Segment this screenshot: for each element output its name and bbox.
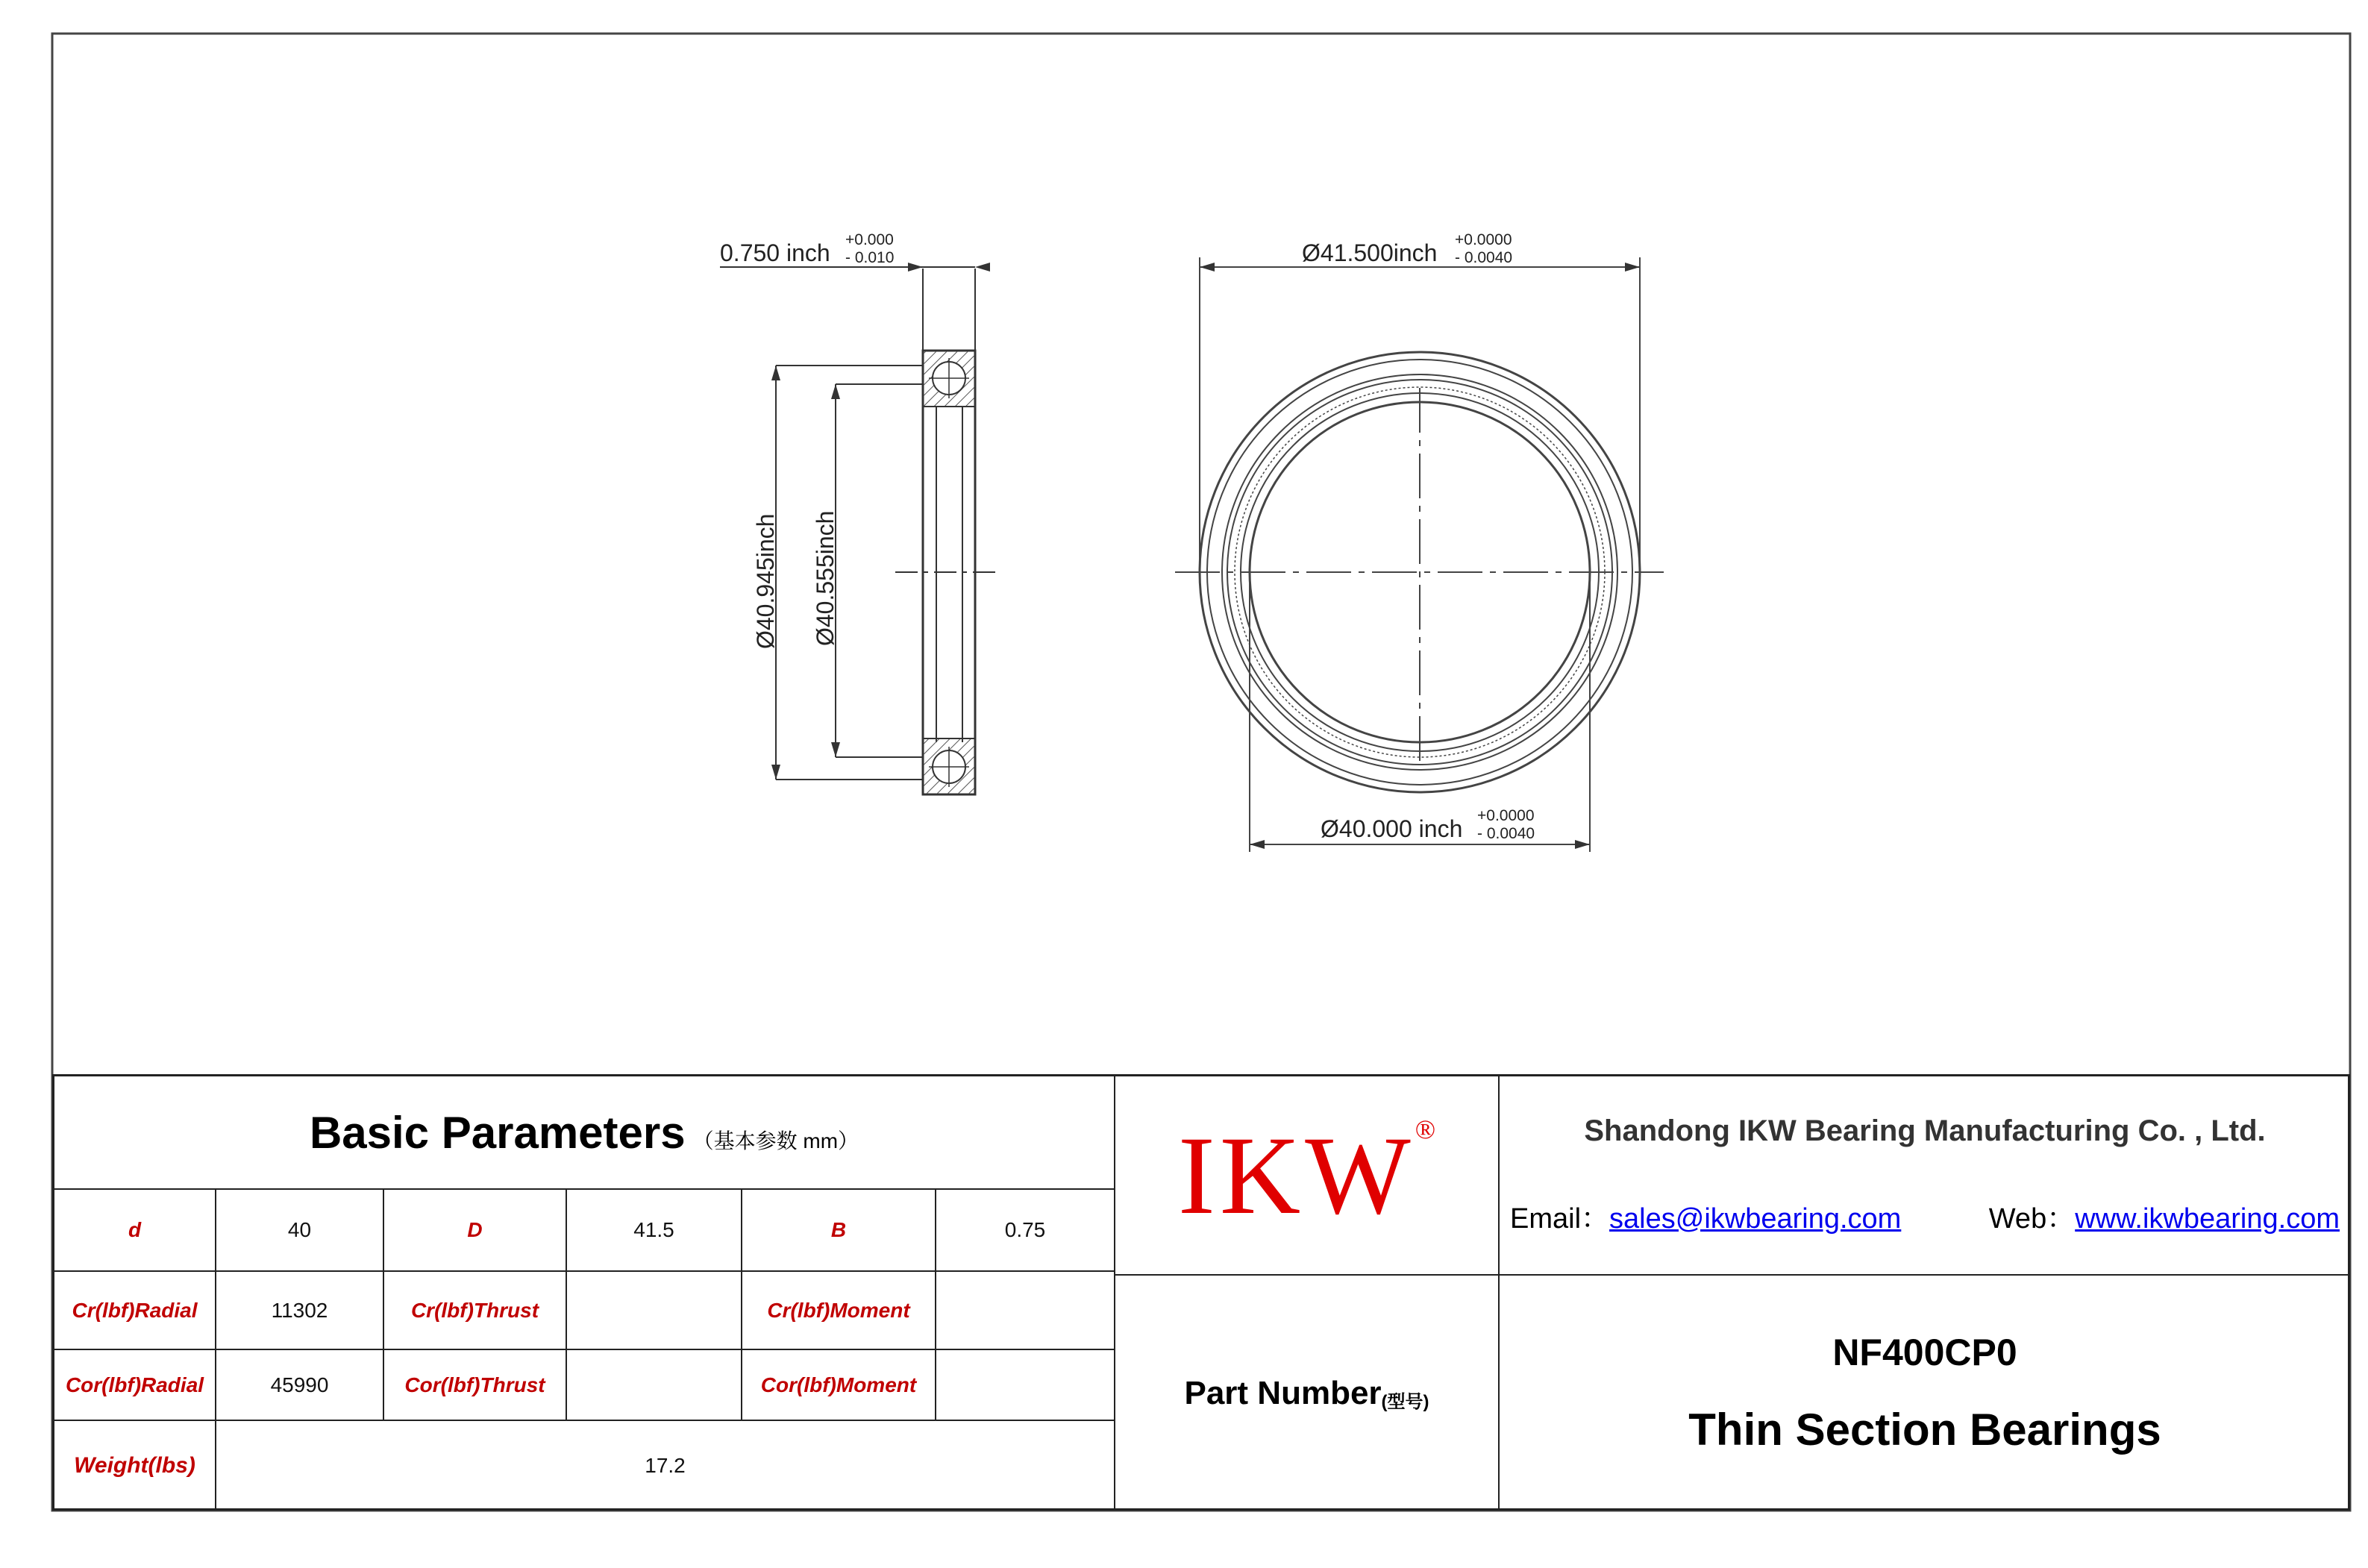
company-name: Shandong IKW Bearing Manufacturing Co. , Ltd. [1584, 1114, 2266, 1148]
width-dim-tol-upper: +0.000 [845, 231, 894, 248]
parameter-table [52, 1074, 2350, 1511]
d-label: d [54, 1188, 215, 1270]
cr-moment-label: Cr(lbf)Moment [741, 1270, 935, 1349]
cor-moment-label: Cor(lbf)Moment [741, 1349, 935, 1420]
B-value: 0.75 [935, 1188, 1114, 1270]
outer-diameter-tol-upper: +0.0000 [1455, 231, 1512, 248]
width-dim-tol-lower: - 0.010 [845, 249, 895, 266]
cor-thrust-label: Cor(lbf)Thrust [383, 1349, 566, 1420]
ikw-logo: IKW [1177, 1113, 1415, 1238]
params-title-note: （基本参数 mm） [692, 1129, 859, 1153]
logo-cell [1114, 1076, 1498, 1274]
params-title: Basic Parameters [309, 1107, 686, 1158]
email-group [1510, 1195, 1901, 1236]
part-number-label: Part Number [1184, 1374, 1382, 1411]
shoulder-outer-dim-label: Ø40.945inch [752, 513, 779, 649]
cr-radial-label: Cr(lbf)Radial [54, 1270, 215, 1349]
width-dim-label: 0.750 inch [720, 239, 830, 266]
B-label: B [741, 1188, 935, 1270]
cor-thrust-value [566, 1349, 741, 1420]
company-contact-row [1500, 1195, 2350, 1236]
registered-mark: ® [1415, 1114, 1436, 1144]
part-number-value: NF400CP0 [1832, 1332, 2017, 1373]
cr-moment-value [935, 1270, 1114, 1349]
part-number-label-cell [1114, 1274, 1498, 1511]
cor-radial-value: 45990 [215, 1349, 383, 1420]
cr-radial-value: 11302 [215, 1270, 383, 1349]
part-number-cell [1498, 1274, 2350, 1511]
D-value: 41.5 [566, 1188, 741, 1270]
section-view-arrows [771, 263, 990, 780]
shoulder-inner-dim-label: Ø40.555inch [812, 510, 839, 646]
weight-value: 17.2 [215, 1420, 1114, 1511]
weight-label: Weight(lbs) [54, 1420, 215, 1511]
inner-diameter-tol-lower: - 0.0040 [1477, 825, 1535, 842]
params-header [54, 1076, 1114, 1188]
outer-diameter-tol-lower: - 0.0040 [1455, 249, 1513, 266]
cor-radial-label: Cor(lbf)Radial [54, 1349, 215, 1420]
email-label: Email： [1510, 1202, 1610, 1235]
cr-thrust-value [566, 1270, 741, 1349]
cr-thrust-label: Cr(lbf)Thrust [383, 1270, 566, 1349]
part-number-label-note: (型号) [1381, 1392, 1429, 1412]
inner-diameter-tol-upper: +0.0000 [1477, 807, 1535, 824]
bearing-type: Thin Section Bearings [1688, 1405, 2161, 1455]
inner-diameter-dim-label: Ø40.000 inch [1321, 815, 1463, 842]
outer-diameter-dim-label: Ø41.500inch [1302, 239, 1438, 266]
company-cell [1498, 1076, 2350, 1274]
cor-moment-value [935, 1349, 1114, 1420]
web-group [1989, 1195, 2340, 1236]
d-value: 40 [215, 1188, 383, 1270]
web-label: Web： [1988, 1202, 2076, 1235]
web-link[interactable]: www.ikwbearing.com [2075, 1202, 2340, 1235]
D-label: D [383, 1188, 566, 1270]
front-view [1175, 257, 1664, 852]
email-link[interactable]: sales@ikwbearing.com [1609, 1202, 1902, 1235]
